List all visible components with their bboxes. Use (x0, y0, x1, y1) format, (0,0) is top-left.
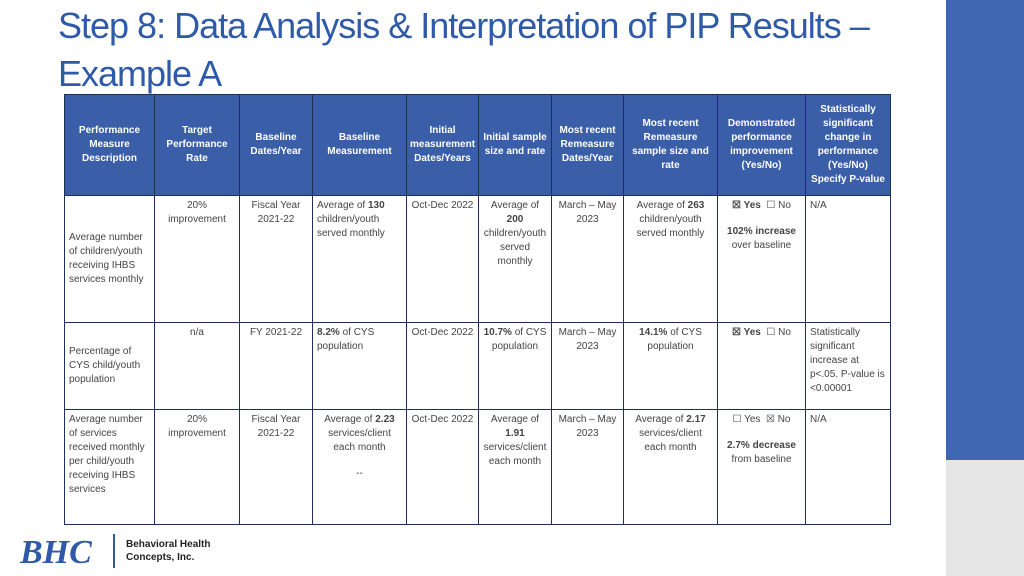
initial-sample: Average of 1.91 services/client each month (479, 410, 552, 525)
header-cell: Most recent Remeasure sample size and rate (624, 95, 718, 196)
slide-title: Step 8: Data Analysis & Interpretation of PIP Results – Example A (58, 5, 869, 94)
header-cell: Target Performance Rate (155, 95, 240, 196)
header-cell: Initial measurement Dates/Years (407, 95, 479, 196)
recent-dates: March – May 2023 (552, 323, 624, 410)
yes-checkbox: ☐ Yes (732, 414, 761, 425)
improvement-note-value: 102% increase (727, 226, 796, 237)
table-header-row (65, 95, 891, 196)
baseline-dates: Fiscal Year 2021-22 (240, 410, 313, 525)
bhc-logo (18, 533, 108, 569)
header-cell: Performance Measure Description (65, 95, 155, 196)
table-row (65, 196, 891, 323)
no-checkbox: ☐ No (766, 327, 791, 338)
improvement-cell (718, 410, 806, 525)
table-row (65, 323, 891, 410)
pip-results-table (64, 94, 891, 525)
target-rate: 20% improvement (155, 410, 240, 525)
target-rate: 20% improvement (155, 196, 240, 323)
yes-checkbox: ☒ Yes (732, 327, 761, 338)
recent-dates: March – May 2023 (552, 410, 624, 525)
no-checkbox: ☐ No (766, 200, 791, 211)
header-cell: Initial sample size and rate (479, 95, 552, 196)
table-row (65, 410, 891, 525)
header-cell: Statistically significant change in performance (Yes/No) Specify P-value (806, 95, 891, 196)
significance: N/A (806, 410, 891, 525)
side-accent-bar (946, 0, 1024, 576)
measure-description: Percentage of CYS child/youth population (65, 323, 155, 410)
improvement-note: over baseline (731, 240, 792, 251)
recent-dates: March – May 2023 (552, 196, 624, 323)
baseline-dates: Fiscal Year 2021-22 (240, 196, 313, 323)
initial-dates: Oct-Dec 2022 (407, 196, 479, 323)
recent-sample: Average of 263 children/youth served monthly (624, 196, 718, 323)
recent-sample: 14.1% of CYS population (624, 323, 718, 410)
company-name: Behavioral Health Concepts, Inc. (126, 539, 211, 563)
logo-divider (113, 534, 115, 568)
improvement-cell (718, 323, 806, 410)
yes-checkbox: ☒ Yes (732, 200, 761, 211)
significance: N/A (806, 196, 891, 323)
header-cell: Baseline Measurement (313, 95, 407, 196)
significance: Statistically significant increase at p<.05. P-value is <0.00001 (806, 323, 891, 410)
initial-sample: Average of 200 children/youth served monthly (479, 196, 552, 323)
baseline-measurement: 8.2% of CYS population (313, 323, 407, 410)
header-cell: Demonstrated performance improvement (Yes/No) (718, 95, 806, 196)
svg-text:BHC: BHC (20, 534, 92, 569)
initial-sample: 10.7% of CYS population (479, 323, 552, 410)
baseline-measurement: Average of 130 children/youth served monthly (313, 196, 407, 323)
improvement-note: from baseline (731, 454, 792, 465)
recent-sample: Average of 2.17 services/client each month (624, 410, 718, 525)
no-checkbox: ☒ No (765, 414, 791, 425)
header-cell: Most recent Remeasure Dates/Year (552, 95, 624, 196)
improvement-note-value: 2.7% decrease (727, 440, 796, 451)
initial-dates: Oct-Dec 2022 (407, 323, 479, 410)
baseline-dates: FY 2021-22 (240, 323, 313, 410)
baseline-measurement: Average of 2.23 services/client each month -- (313, 410, 407, 525)
measure-description: Average number of children/youth receiving IHBS services monthly (65, 196, 155, 323)
measure-description: Average number of services received monthly per child/youth receiving IHBS services (65, 410, 155, 525)
improvement-cell (718, 196, 806, 323)
header-cell: Baseline Dates/Year (240, 95, 313, 196)
target-rate: n/a (155, 323, 240, 410)
initial-dates: Oct-Dec 2022 (407, 410, 479, 525)
side-accent-bar-light (946, 460, 1024, 576)
